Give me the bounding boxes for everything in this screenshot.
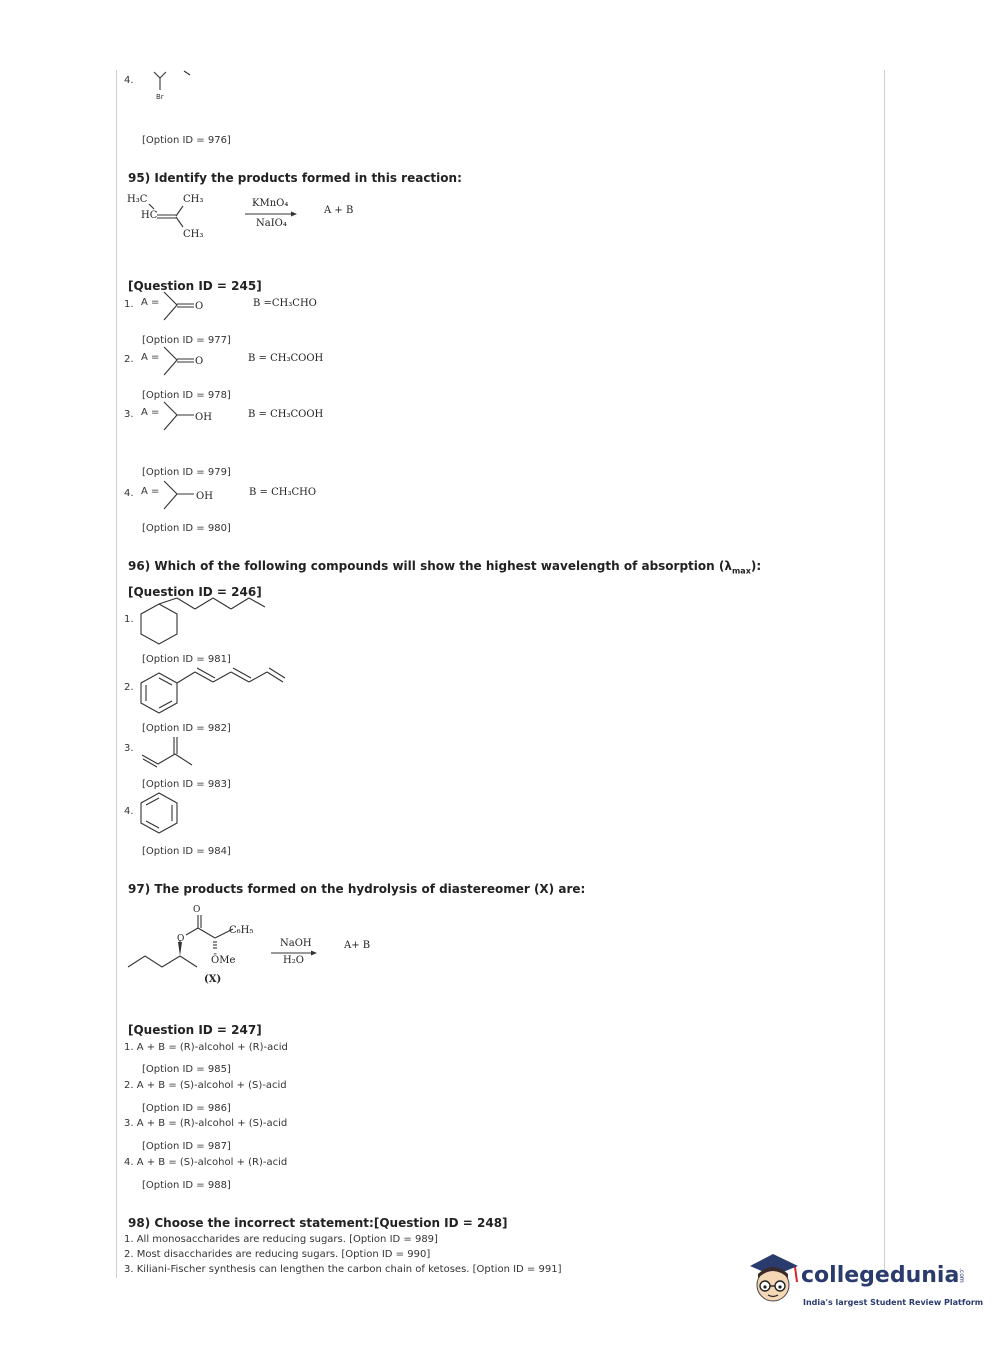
option-text: 4. A + B = (S)-alcohol + (R)-acid: [124, 1157, 288, 1168]
oxygen-label: O: [195, 356, 204, 367]
option-number: 4.: [124, 806, 134, 817]
right-page-border: [884, 70, 885, 1278]
option-id: [Option ID = 976]: [142, 135, 231, 146]
methoxy-label: ŌMe: [211, 955, 236, 966]
option-a-label: A =: [141, 297, 160, 308]
ester-oxygen-label: O: [177, 934, 185, 944]
option-number: 4.: [124, 75, 134, 86]
option-id: [Option ID = 982]: [142, 723, 231, 734]
question-96-heading: 96) Which of the following compounds will show the highest wavelength of absorption $(\lambda_{max})$:: [128, 559, 762, 576]
left-page-border: [116, 70, 117, 1278]
option-id: [Option ID = 983]: [142, 779, 231, 790]
option-number: 4.: [124, 488, 134, 499]
option-text: 1. All monosaccharides are reducing sugars. [Option ID = 989]: [124, 1234, 438, 1245]
hydroxyl-label: OH: [195, 412, 212, 423]
reagent-kmno4: KMnO₄: [252, 198, 289, 209]
question-98-heading: 98) Choose the incorrect statement:[Question ID = 248]: [128, 1216, 508, 1230]
alkene-reactant-structure: [140, 195, 210, 240]
alcohol-structure: [164, 479, 199, 513]
products-a-b: A+ B: [344, 940, 371, 951]
conjugated-phenyl-polyene-structure: [140, 664, 290, 714]
option-id: [Option ID = 985]: [142, 1064, 231, 1075]
option-text: 1. A + B = (R)-alcohol + (R)-acid: [124, 1042, 288, 1053]
option-number: 3.: [124, 743, 134, 754]
reagent-water: H₂O: [283, 955, 304, 966]
reaction-arrow: [245, 210, 300, 218]
option-text: 3. A + B = (R)-alcohol + (S)-acid: [124, 1118, 288, 1129]
option-id: [Option ID = 979]: [142, 467, 231, 478]
option-id: [Option ID = 977]: [142, 335, 231, 346]
option-id: [Option ID = 978]: [142, 390, 231, 401]
option-id: [Option ID = 987]: [142, 1141, 231, 1152]
brand-wordmark: collegedunia: [801, 1263, 960, 1288]
ketone-structure: [164, 345, 199, 379]
option-id: [Option ID = 981]: [142, 654, 231, 665]
option-a-label: A =: [141, 407, 160, 418]
reagent-naoh: NaOH: [280, 938, 312, 949]
option-id: [Option ID = 988]: [142, 1180, 231, 1191]
question-id-246: [Question ID = 246]: [128, 585, 262, 599]
option-a-label: A =: [141, 486, 160, 497]
reagent-naio4: NaIO₄: [256, 218, 287, 229]
brand-domain: .com: [958, 1268, 965, 1283]
option-text: 2. Most disaccharides are reducing sugars. [Option ID = 990]: [124, 1249, 431, 1260]
oxygen-label: O: [195, 301, 204, 312]
br-label: Br: [156, 93, 164, 101]
alkylcyclohexane-structure: [140, 595, 270, 645]
option-b-text: B =CH₃CHO: [253, 298, 317, 309]
question-95-heading: 95) Identify the products formed in this reaction:: [128, 171, 462, 185]
phenyl-label: C₆H₅: [229, 925, 254, 936]
mascot-icon: [742, 1250, 804, 1312]
option-b-text: B = CH₃COOH: [248, 353, 324, 364]
option-a-label: A =: [141, 352, 160, 363]
option-id: [Option ID = 986]: [142, 1103, 231, 1114]
brand-tagline: India's largest Student Review Platform: [803, 1298, 984, 1307]
diene-structure: [140, 735, 200, 770]
carbonyl-oxygen-label: O: [193, 905, 201, 915]
alcohol-structure: [164, 400, 199, 434]
option-text: 3. Kiliani-Fischer synthesis can lengthen the carbon chain of ketoses. [Option ID = 991]: [124, 1264, 562, 1275]
ketone-structure: [164, 290, 199, 324]
h3c-label: H₃C: [127, 194, 148, 205]
ch3-top-label: CH₃: [183, 194, 204, 205]
option-b-text: B = CH₃COOH: [248, 409, 324, 420]
benzene-structure: [140, 791, 182, 837]
option-number: 2.: [124, 682, 134, 693]
question-97-heading: 97) The products formed on the hydrolysis of diastereomer (X) are:: [128, 882, 586, 896]
products-a-b: A + B: [324, 205, 354, 216]
ch3-bottom-label: CH₃: [183, 229, 204, 240]
compound-x-label: (X): [204, 974, 222, 985]
option-number: 2.: [124, 354, 134, 365]
option-id: [Option ID = 984]: [142, 846, 231, 857]
option-b-text: B = CH₃CHO: [249, 487, 317, 498]
option-number: 1.: [124, 299, 134, 310]
hydroxyl-label: OH: [196, 491, 213, 502]
hc-label: HC: [141, 210, 158, 221]
option-text: 2. A + B = (S)-alcohol + (S)-acid: [124, 1080, 287, 1091]
question-id-245: [Question ID = 245]: [128, 279, 262, 293]
question-id-247: [Question ID = 247]: [128, 1023, 262, 1037]
option-id: [Option ID = 980]: [142, 523, 231, 534]
option-number: 3.: [124, 409, 134, 420]
option-number: 1.: [124, 614, 134, 625]
